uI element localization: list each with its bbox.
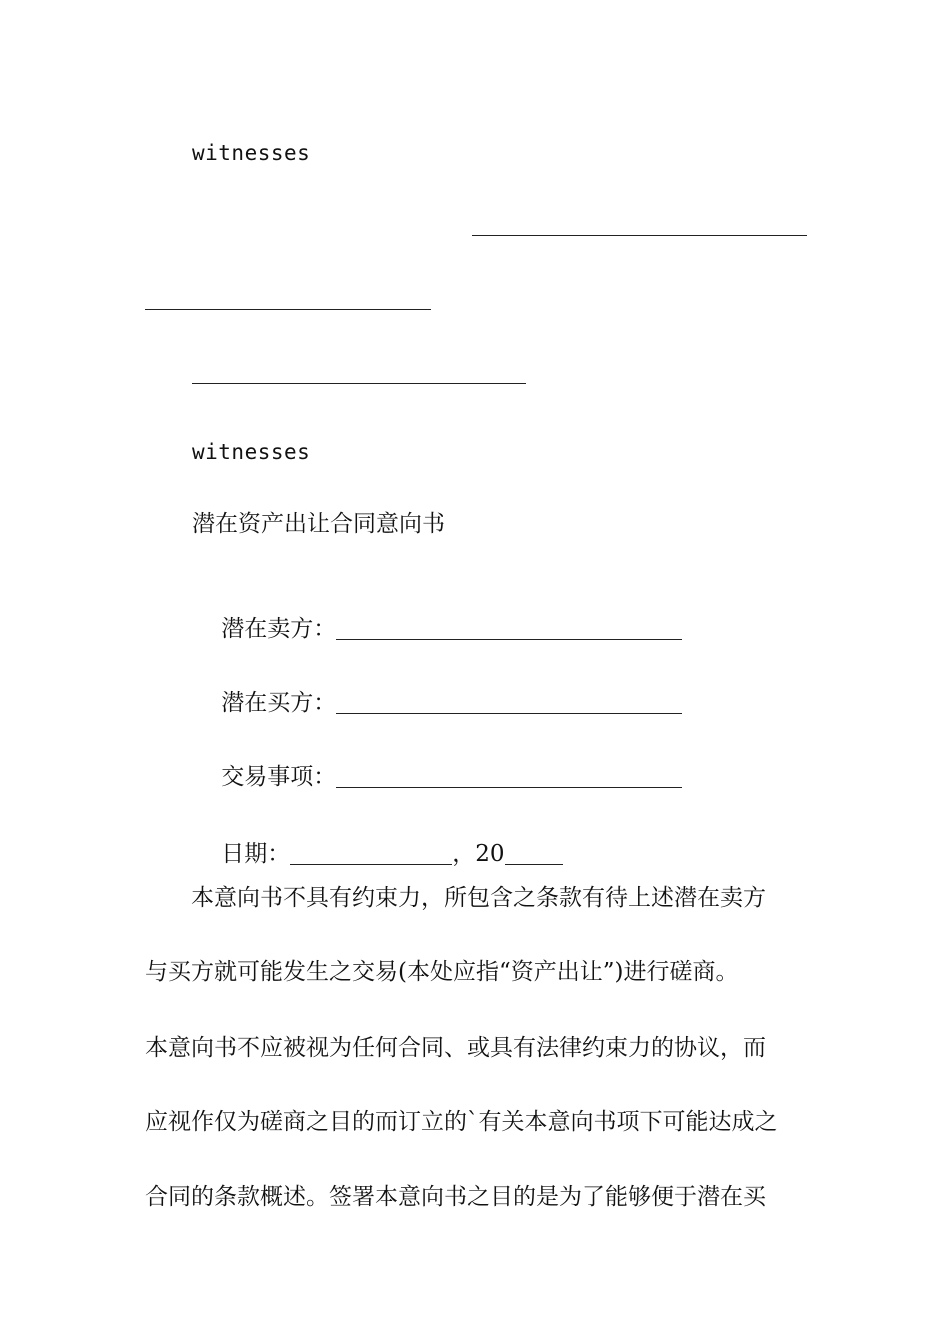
year-blank <box>505 840 563 865</box>
body-line: 与买方就可能发生之交易(本处应指“资产出让”)进行磋商。 <box>145 959 739 985</box>
body-line: 本意向书不具有约束力，所包含之条款有待上述潜在卖方 <box>145 885 766 911</box>
buyer-label: 潜在买方： <box>221 690 337 716</box>
buyer-blank <box>336 689 682 714</box>
signature-line-2 <box>145 309 431 310</box>
date-label: 日期： <box>221 841 291 867</box>
date-blank <box>290 840 452 865</box>
signature-line-3 <box>192 383 526 384</box>
witnesses-label-2: witnesses <box>192 440 311 464</box>
matter-blank <box>336 763 682 788</box>
signature-line-1 <box>472 235 807 236</box>
body-line: 本意向书不应被视为任何合同、或具有法律约束力的协议，而 <box>145 1035 766 1061</box>
witnesses-label-1: witnesses <box>192 141 311 165</box>
seller-blank <box>336 615 682 640</box>
date-year-prefix: ，20 <box>452 841 505 867</box>
body-line: 应视作仅为磋商之目的而订立的`有关本意向书项下可能达成之 <box>145 1109 778 1135</box>
document-title: 潜在资产出让合同意向书 <box>192 511 445 537</box>
seller-label: 潜在卖方： <box>221 616 337 642</box>
body-line: 合同的条款概述。签署本意向书之目的是为了能够便于潜在买 <box>145 1184 766 1210</box>
matter-label: 交易事项： <box>221 764 337 790</box>
